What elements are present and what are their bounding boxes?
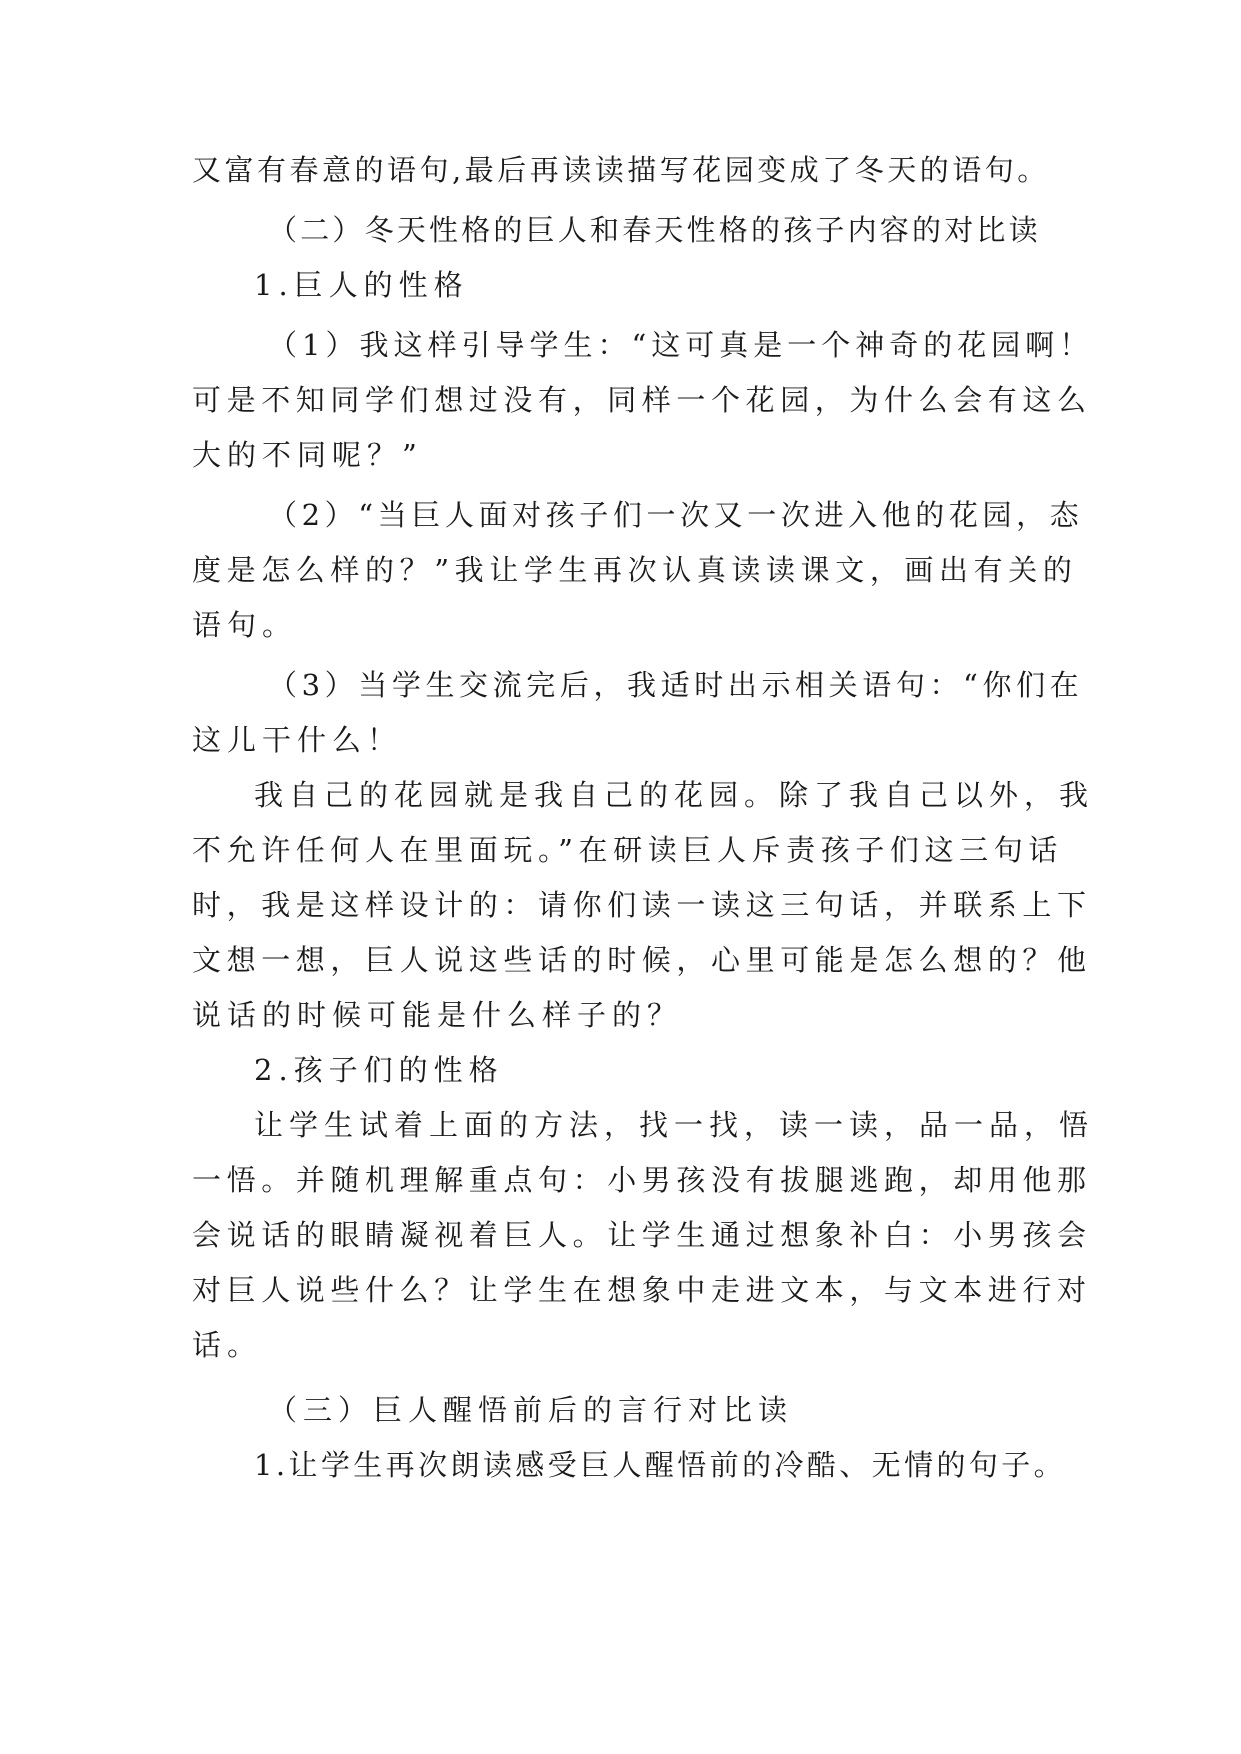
text-line: 语句。: [192, 608, 298, 642]
section-heading: （三）巨人醒悟前后的言行对比读: [268, 1393, 794, 1427]
text-line: 话。: [192, 1328, 263, 1362]
text-line: 时，我是这样设计的：请你们读一读这三句话，并联系上下: [192, 888, 1092, 922]
text-line: （1）我这样引导学生：“这可真是一个神奇的花园啊！: [268, 328, 1094, 362]
text-line: 又富有春意的语句,最后再读读描写花园变成了冬天的语句。: [192, 153, 1050, 187]
text-line: （2）“当巨人面对孩子们一次又一次进入他的花园，态: [268, 498, 1084, 532]
text-line: 会说话的眼睛凝视着巨人。让学生通过想象补白：小男孩会: [192, 1218, 1092, 1252]
text-line: 一悟。并随机理解重点句：小男孩没有拔腿逃跑，却用他那: [192, 1163, 1092, 1197]
text-line: 度是怎么样的？”我让学生再次认真读读课文，画出有关的: [192, 553, 1078, 587]
text-line: 说话的时候可能是什么样子的？: [192, 998, 683, 1032]
section-heading: （二）冬天性格的巨人和春天性格的孩子内容的对比读: [268, 213, 1041, 247]
subsection-heading: 2.孩子们的性格: [254, 1053, 504, 1087]
text-line: 这儿干什么！: [192, 723, 403, 757]
text-line: 1.让学生再次朗读感受巨人醒悟前的冷酷、无情的句子。: [254, 1448, 1067, 1482]
text-line: 让学生试着上面的方法，找一找，读一读，品一品，悟: [254, 1108, 1095, 1142]
text-line: （3）当学生交流完后，我适时出示相关语句：“你们在: [268, 668, 1084, 702]
text-line: 可是不知同学们想过没有，同样一个花园，为什么会有这么: [192, 383, 1092, 417]
text-line: 文想一想，巨人说这些话的时候，心里可能是怎么想的？他: [192, 943, 1092, 977]
text-line: 我自己的花园就是我自己的花园。除了我自己以外，我: [254, 778, 1095, 812]
text-line: 对巨人说些什么？让学生在想象中走进文本，与文本进行对: [192, 1273, 1092, 1307]
text-line: 大的不同呢？”: [192, 438, 423, 472]
text-line: 不允许任何人在里面玩。”在研读巨人斥责孩子们这三句话: [192, 833, 1063, 867]
subsection-heading: 1.巨人的性格: [254, 268, 469, 302]
